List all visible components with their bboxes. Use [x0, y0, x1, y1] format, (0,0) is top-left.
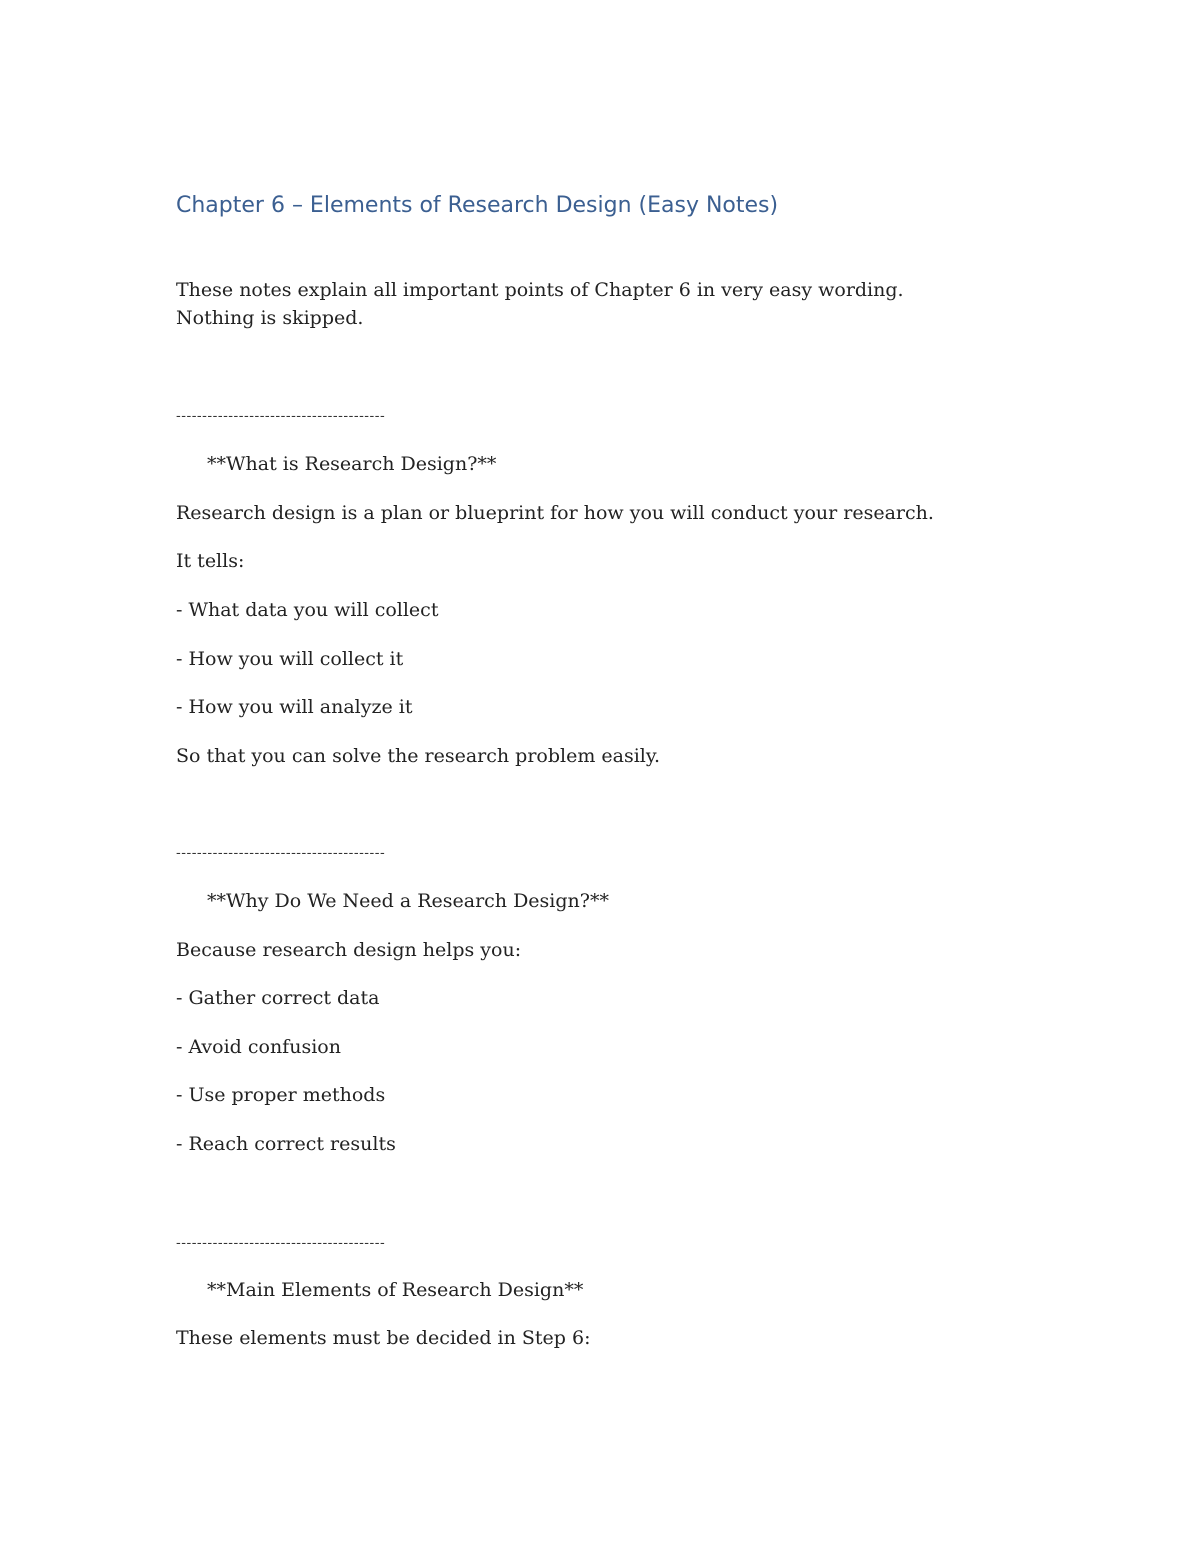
body-line: Research design is a plan or blueprint for how you will conduct your research.: [176, 502, 934, 524]
body-line: So that you can solve the research problem easily.: [176, 745, 661, 767]
section-divider: ----------------------------------------: [176, 408, 386, 424]
section-divider: ----------------------------------------: [176, 1235, 386, 1251]
section-heading: **Main Elements of Research Design**: [207, 1279, 584, 1301]
list-item: - Reach correct results: [176, 1133, 396, 1155]
list-item: - How you will collect it: [176, 648, 404, 670]
section-heading: **Why Do We Need a Research Design?**: [207, 890, 609, 912]
list-item: - Use proper methods: [176, 1084, 386, 1106]
body-line: These elements must be decided in Step 6:: [176, 1327, 591, 1349]
intro-paragraph: These notes explain all important points of Chapter 6 in very easy wording. Nothing is skipped.: [176, 279, 904, 329]
body-line: Because research design helps you:: [176, 939, 522, 961]
body-line: It tells:: [176, 550, 245, 572]
section-divider: ----------------------------------------: [176, 845, 386, 861]
list-item: - How you will analyze it: [176, 696, 413, 718]
list-item: - Gather correct data: [176, 987, 380, 1009]
list-item: - What data you will collect: [176, 599, 439, 621]
section-heading: **What is Research Design?**: [207, 453, 497, 475]
list-item: - Avoid confusion: [176, 1036, 341, 1058]
document-title: Chapter 6 – Elements of Research Design (Easy Notes): [176, 193, 779, 218]
